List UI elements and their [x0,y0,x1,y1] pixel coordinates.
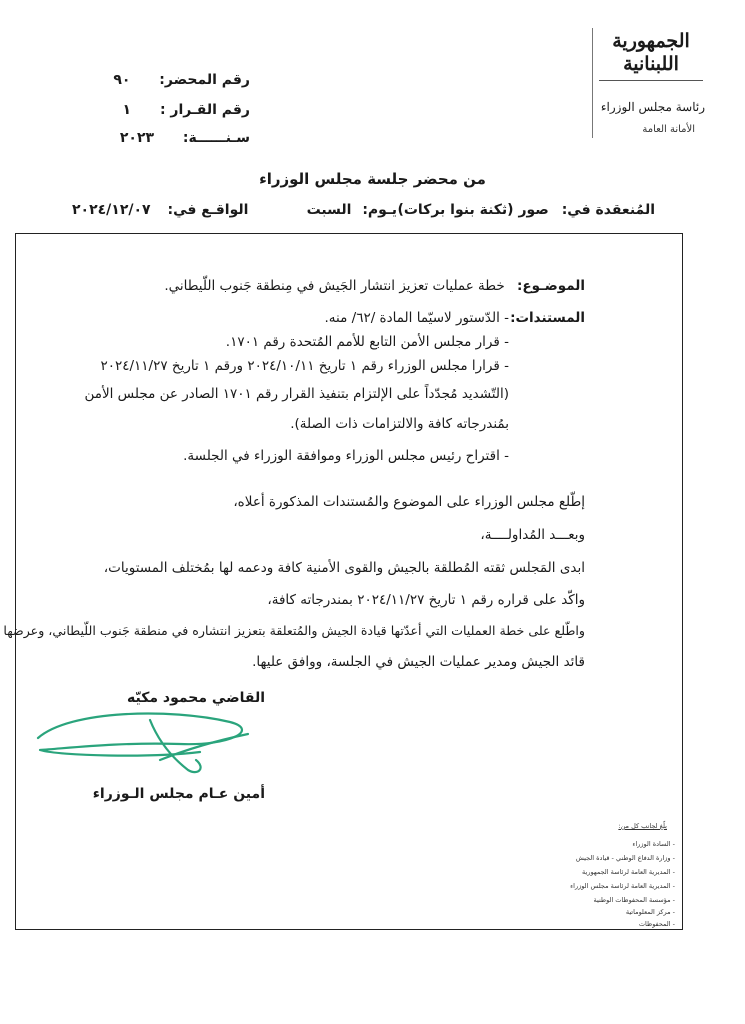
signature-image [30,700,270,780]
body-line-reviewed: إطّلع مجلس الوزراء على الموضوع والمُستندات المذكورة أعلاه، [233,494,585,510]
document-item-emphasis-cont: بمُندرجاته كافة والالتزامات ذات الصلة). [290,416,509,432]
day-label: يـوم: [362,202,397,218]
date-label: الواقـع في: [167,202,249,218]
body-line-confirmed: واكّد على قراره رقم ١ تاريخ ٢٠٢٤/١١/٢٧ بمندرجاته كافة، [267,592,585,608]
year-label: سـنــــــة: [182,130,250,146]
body-line-confidence: ابدى المَجلس ثقته المُطلقة بالجيش والقوى الأمنية كافة ودعمه لها بمُختلف المستويات، [103,560,585,576]
decision-value: ١ [122,102,132,118]
copies-item: - مؤسسة المحفوظات الوطنية [593,896,675,904]
minutes-value: ٩٠ [113,72,131,88]
copies-item: - السادة الوزراء [632,840,675,848]
day-value: السبت [306,202,352,218]
held-in-label: المُنعقدة في: [561,202,655,218]
document-title: من محضر جلسة مجلس الوزراء [259,170,486,188]
copies-item: - المحفوظات [638,920,675,928]
document-item-constitution: - الدّستور لاسيّما المادة /٦٢/ منه. [324,310,509,326]
document-item-emphasis: (التّشديد مُجدّداً على الإلتزام بتنفيذ القرار رقم ١٧٠١ الصادر عن مجلس الأمن [84,386,509,402]
body-line-approval: قائد الجيش ومدير عمليات الجيش في الجلسة، ووافق عليها. [252,654,585,670]
subject-label: الموضـوع: [517,278,585,294]
year-value: ٢٠٢٣ [119,130,155,146]
document-item-cabinet-decisions: - قرارا مجلس الوزراء رقم ١ تاريخ ٢٠٢٤/١٠/١١ ورقم ١ تاريخ ٢٠٢٤/١١/٢٧ [100,358,509,374]
copies-item: - مركز المعلوماتية [625,908,675,916]
session-day [307,202,397,218]
minutes-number-row [113,72,250,88]
session-date [72,202,248,218]
signature-stroke-hook [150,720,201,772]
minutes-label: رقم المحضر: [159,72,250,88]
date-value: ٢٠٢٤/١٢/٠٧ [72,202,151,218]
republic-line-1: الجمهورية [612,30,690,52]
session-location [397,202,655,218]
decision-label: رقم القـرار : [159,102,250,118]
letterhead-separator [599,80,703,81]
letterhead-divider [592,28,593,138]
held-in-value: صور (ثكنة بنوا بركات) [397,202,549,218]
body-line-plan: واطّلع على خطة العمليات التي أعدّتها قيادة الجيش والمُتعلقة بتعزيز انتشاره في منطقة جَنوب اللّيطاني، وعرضها [3,623,585,638]
subject-text: خطة عمليات تعزيز انتشار الجَيش في مِنطقة جَنوب اللّيطاني. [164,278,505,294]
signature-stroke-loop [38,714,242,756]
year-row [120,130,250,146]
signatory-title: أمين عـام مجلس الـوزراء [92,786,265,802]
copies-item: - وزارة الدفاع الوطني - قيادة الجيش [575,854,675,862]
body-line-deliberation: وبعـــد المُداولــــة، [480,527,585,543]
copies-item: - المديرية العامة لرئاسة الجمهورية [582,868,675,876]
copies-heading: بلّغ لجانب كل من: [618,822,667,830]
copies-item: - المديرية العامة لرئاسة مجلس الوزراء [570,882,675,890]
letterhead-secretariat: الأمانة العامة [642,124,695,135]
letterhead-republic [601,30,701,76]
decision-number-row [123,102,250,118]
subject-row [164,274,585,298]
document-item-proposal: - اقتراح رئيس مجلس الوزراء وموافقة الوزراء في الجلسة. [183,448,509,464]
documents-label: المستندات: [510,310,585,326]
letterhead-presidency: رئاسة مجلس الوزراء [600,100,705,114]
signature-stroke-tail [160,734,248,760]
republic-line-2: اللبنانية [623,53,679,75]
document-item-un-resolution: - قرار مجلس الأمن التابع للأمم المُتحدة رقم ١٧٠١. [225,334,509,350]
signatory-name: القاضي محمود مكيّه [127,690,265,706]
